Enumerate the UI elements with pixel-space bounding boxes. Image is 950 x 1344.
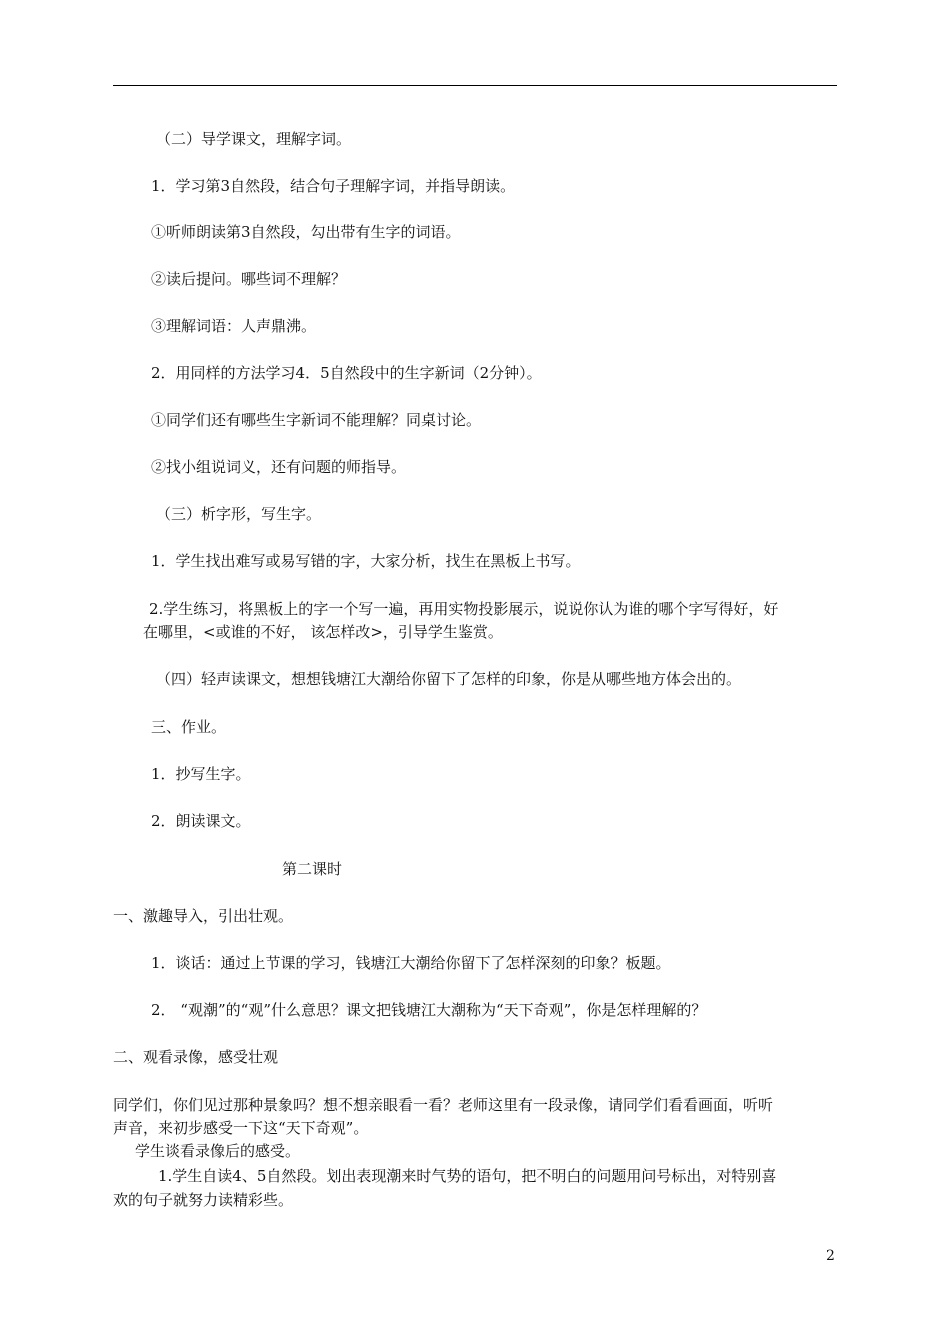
item-2-text: 2．用同样的方法学习4．5自然段中的生字新词（2分钟）。 <box>151 364 542 382</box>
page-number: 2 <box>826 1248 835 1264</box>
paragraph-line: 学生谈看录像后的感受。 <box>135 1142 301 1160</box>
lesson-title: 第二课时 <box>282 860 343 878</box>
section-heading-4: （四）轻声读课文，想想钱塘江大潮给你留下了怎样的印象，你是从哪些地方体会出的。 <box>156 670 742 688</box>
item-2-text: 2． “观潮”的“观”什么意思？课文把钱塘江大潮称为“天下奇观”，你是怎样理解的？ <box>151 1001 707 1019</box>
paragraph-line: 在哪里，<或谁的不好， 该怎样改>，引导学生鉴赏。 <box>143 623 503 641</box>
homework-heading: 三、作业。 <box>151 718 227 736</box>
section-heading-3: （三）析字形，写生字。 <box>156 505 322 523</box>
paragraph-line: 欢的句子就努力读精彩些。 <box>113 1191 294 1209</box>
item-1-text: 1．谈话：通过上节课的学习，钱塘江大潮给你留下了怎样深刻的印象？板题。 <box>151 954 671 972</box>
sub-item-text: ①听师朗读第3自然段，勾出带有生字的词语。 <box>151 223 461 241</box>
paragraph-line: 声音，来初步感受一下这“天下奇观”。 <box>113 1119 369 1137</box>
homework-item: 2．朗读课文。 <box>151 812 251 830</box>
part-heading-2: 二、观看录像，感受壮观 <box>113 1048 279 1066</box>
sub-item-text: ②找小组说词义，还有问题的师指导。 <box>151 458 407 476</box>
part-heading-1: 一、激趣导入，引出壮观。 <box>113 907 294 925</box>
section-heading-2: （二）导学课文，理解字词。 <box>156 130 352 148</box>
header-rule <box>113 85 837 86</box>
paragraph-line: 1.学生自读4、5自然段。划出表现潮来时气势的语句，把不明白的问题用问号标出，对特别喜 <box>158 1167 777 1185</box>
sub-item-text: ②读后提问。哪些词不理解？ <box>151 270 347 288</box>
paragraph-line: 同学们，你们见过那种景象吗？想不想亲眼看一看？老师这里有一段录像，请同学们看看画面，听听 <box>113 1096 774 1114</box>
homework-item: 1．抄写生字。 <box>151 765 251 783</box>
paragraph-line: 2.学生练习，将黑板上的字一个写一遍，再用实物投影展示，说说你认为谁的哪个字写得好，好 <box>149 600 779 618</box>
item-1-text: 1．学习第3自然段，结合句子理解字词，并指导朗读。 <box>151 177 516 195</box>
sub-item-text: ③理解词语：人声鼎沸。 <box>151 317 317 335</box>
item-1-text: 1．学生找出难写或易写错的字，大家分析，找生在黑板上书写。 <box>151 552 581 570</box>
sub-item-text: ①同学们还有哪些生字新词不能理解？同桌讨论。 <box>151 411 482 429</box>
